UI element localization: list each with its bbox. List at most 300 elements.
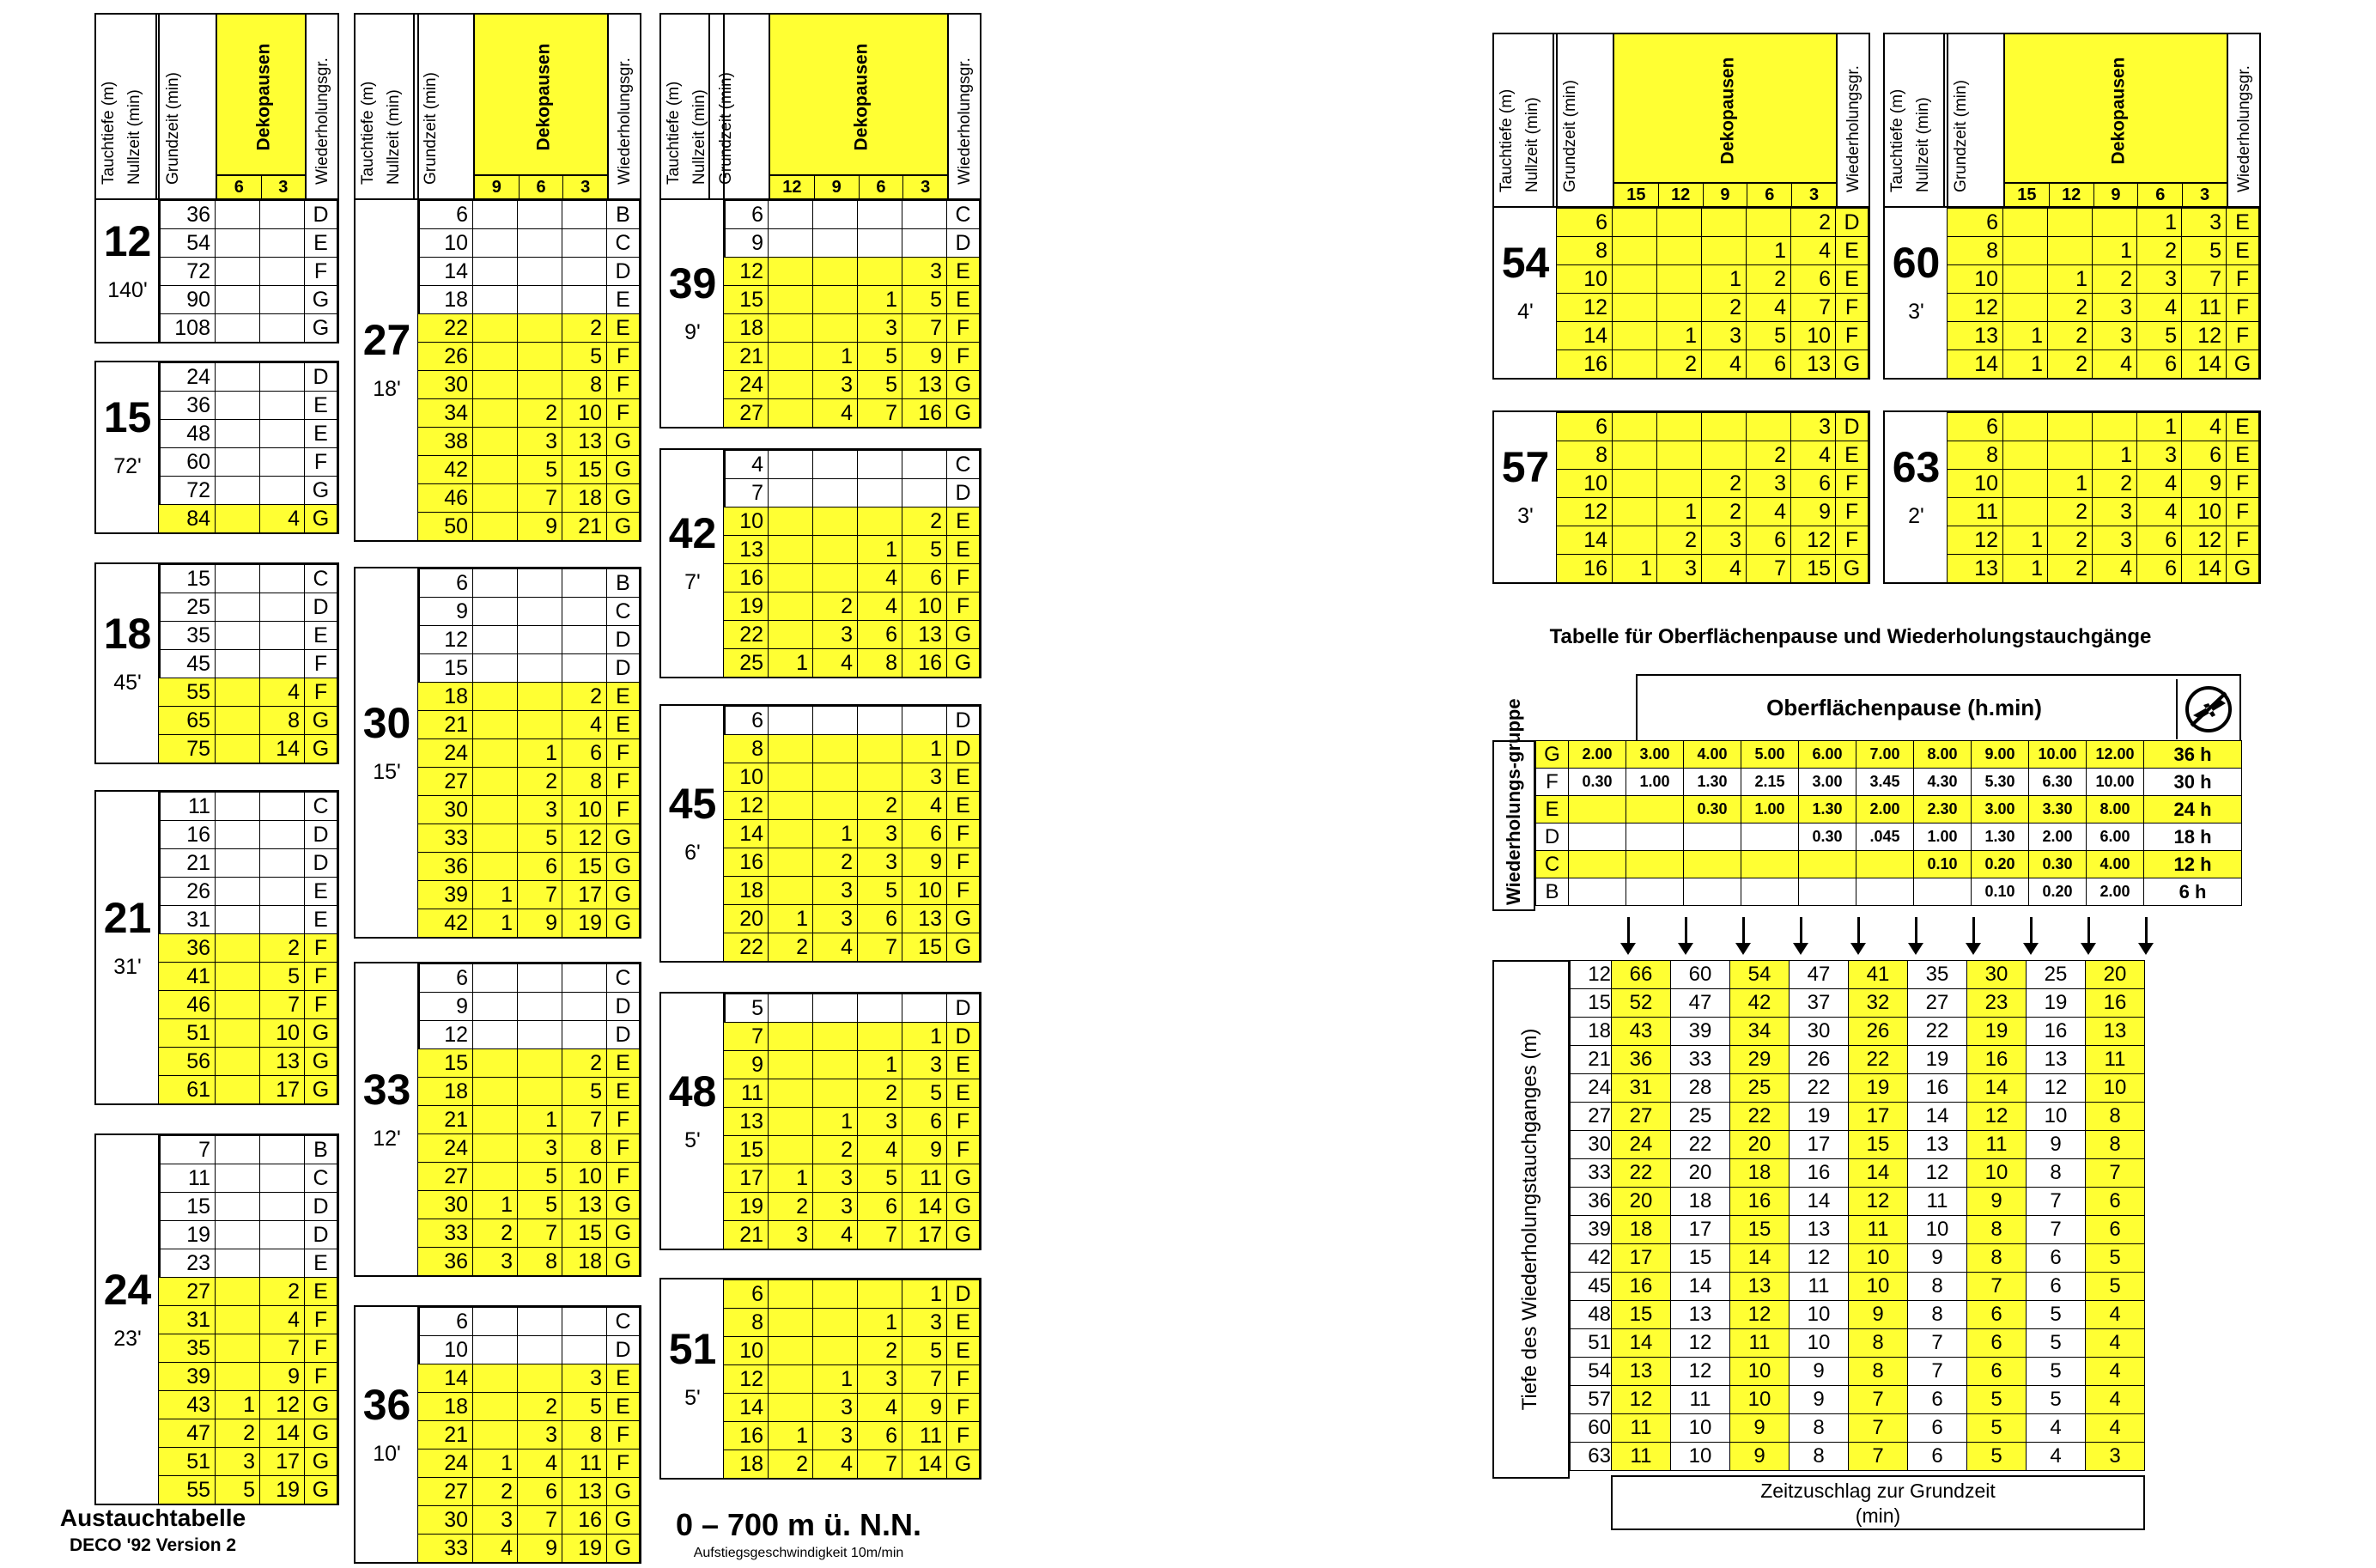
depth-label [96, 564, 161, 763]
stop-minutes [216, 286, 260, 314]
header-bottom: Grundzeit (min) [422, 72, 440, 185]
time-penalty: 22 [1790, 1074, 1849, 1103]
time-penalty: 12 [1849, 1188, 1908, 1216]
stop-minutes [216, 229, 260, 258]
table-row [418, 1393, 640, 1421]
bottom-time: 39 [159, 1363, 216, 1391]
stop-minutes: 3 [1791, 413, 1836, 441]
table-row [1571, 1188, 2145, 1216]
dive-rows [1947, 208, 2259, 379]
stop-minutes [562, 993, 607, 1021]
stop-minutes: 4 [813, 1450, 858, 1479]
time-penalty: 9 [1908, 1244, 1967, 1273]
table-header [94, 13, 339, 200]
repeat-group: F [947, 1422, 980, 1450]
stop-minutes [562, 258, 607, 286]
dive-block-51 [659, 1278, 981, 1480]
repeat-group: E [2227, 441, 2259, 470]
stop-minutes [769, 735, 813, 763]
table-row [159, 363, 337, 392]
nullzeit: 5' [684, 1385, 701, 1410]
bottom-time: 54 [159, 229, 216, 258]
bottom-time: 18 [418, 1078, 473, 1106]
dive-block-54 [1492, 206, 1870, 380]
repeat-group: F [1836, 322, 1869, 350]
stop-minutes [2003, 265, 2048, 294]
table-row [159, 707, 337, 735]
stop-minutes: 1 [2137, 209, 2182, 237]
bottom-time: 18 [418, 1393, 473, 1421]
interval-value: 1.30 [1799, 796, 1856, 824]
repeat-group: G [607, 1248, 640, 1276]
time-penalty: 19 [1967, 1018, 2027, 1046]
stop-minutes: 9 [902, 1394, 947, 1422]
interval-value: 2.00 [2087, 878, 2144, 906]
stop-minutes: 8 [562, 768, 607, 796]
table-row [159, 314, 337, 343]
time-penalty: 11 [1967, 1131, 2027, 1159]
repeat-group: G [607, 853, 640, 881]
stop-minutes: 7 [858, 1450, 902, 1479]
table-row [724, 201, 980, 229]
table-row [159, 849, 337, 878]
stop-minutes: 10 [562, 1163, 607, 1191]
stop-minutes: 6 [2137, 350, 2182, 379]
table-row [724, 792, 980, 820]
time-penalty: 4 [2086, 1329, 2145, 1358]
time-penalty: 16 [2027, 1018, 2086, 1046]
time-penalty: 13 [1730, 1273, 1790, 1301]
stop-minutes [260, 821, 305, 849]
stop-minutes: 6 [902, 564, 947, 593]
nullzeit: 45' [113, 670, 142, 695]
max-interval: 12 h [2144, 851, 2242, 878]
stop-minutes: 7 [902, 314, 947, 343]
down-arrow-icon [2030, 917, 2033, 950]
time-penalty: 16 [1967, 1046, 2027, 1074]
repeat-group: F [947, 343, 980, 371]
time-penalty: 5 [1967, 1414, 2027, 1443]
bottom-time: 12 [1557, 498, 1613, 526]
stop-minutes: 2 [1657, 526, 1702, 555]
stop-minutes: 2 [902, 507, 947, 536]
dive-block-30 [354, 567, 641, 939]
stop-minutes [902, 229, 947, 258]
header-group: Wiederholungsgr. [313, 58, 331, 185]
stop-minutes [473, 739, 518, 768]
interval-value [1684, 851, 1741, 878]
time-penalty: 9 [2027, 1131, 2086, 1159]
dive-depth: 21 [103, 893, 152, 942]
deco-header [1613, 34, 1838, 206]
repeat-group: G [305, 1419, 337, 1448]
interval-value: 0.30 [1799, 824, 1856, 851]
stop-minutes: 5 [902, 1079, 947, 1108]
stop-minutes [769, 877, 813, 905]
repeat-group: F [607, 796, 640, 824]
repeat-group: D [305, 593, 337, 622]
stop-minutes: 15 [562, 456, 607, 484]
bottom-time: 14 [1948, 350, 2003, 379]
table-row [724, 258, 980, 286]
repeat-group: G [607, 824, 640, 853]
stop-minutes [518, 683, 562, 711]
stop-minutes: 1 [2003, 555, 2048, 583]
time-penalty: 11 [1730, 1329, 1790, 1358]
table-row [1571, 1103, 2145, 1131]
stop-minutes: 3 [1702, 526, 1747, 555]
stop-minutes [518, 1336, 562, 1364]
stop-minutes [2048, 209, 2093, 237]
stop-minutes: 13 [562, 428, 607, 456]
interval-value [1799, 878, 1856, 906]
repeat-group: G [947, 399, 980, 428]
time-penalty: 6 [2086, 1188, 2145, 1216]
stop-minutes: 1 [858, 286, 902, 314]
repeat-group: F [1836, 470, 1869, 498]
surface-row [1536, 741, 2242, 769]
stop-minutes: 9 [902, 1136, 947, 1164]
bottom-time: 36 [418, 1248, 473, 1276]
repeat-depth: 54 [1571, 1358, 1612, 1386]
stop-minutes: 13 [260, 1048, 305, 1076]
stop-minutes [473, 1106, 518, 1134]
bottom-time: 56 [159, 1048, 216, 1076]
stop-depth: 6 [217, 176, 262, 198]
bottom-time: 30 [418, 371, 473, 399]
stop-minutes [769, 479, 813, 507]
repeat-group: G [305, 1391, 337, 1419]
time-penalty: 9 [1790, 1358, 1849, 1386]
stop-minutes: 1 [518, 1106, 562, 1134]
interval-value: .045 [1856, 824, 1914, 851]
time-penalty: 14 [1849, 1159, 1908, 1188]
time-penalty: 13 [2086, 1018, 2145, 1046]
dive-depth: 63 [1892, 443, 1941, 491]
time-penalty: 34 [1730, 1018, 1790, 1046]
bottom-time: 19 [724, 593, 769, 621]
interval-value [1626, 824, 1684, 851]
time-penalty: 24 [1612, 1131, 1671, 1159]
dive-depth: 12 [103, 216, 152, 265]
stop-minutes [518, 1364, 562, 1393]
depth-label [1494, 412, 1559, 582]
nullzeit: 4' [1517, 300, 1534, 324]
time-penalty: 5 [1967, 1386, 2027, 1414]
stop-minutes [769, 1136, 813, 1164]
stop-minutes [1657, 294, 1702, 322]
table-row [418, 824, 640, 853]
bottom-time: 31 [159, 906, 216, 934]
stop-minutes: 5 [518, 824, 562, 853]
stop-minutes: 3 [2182, 209, 2227, 237]
dive-block-18 [94, 562, 339, 764]
stop-minutes [1657, 209, 1702, 237]
interval-value: 1.00 [1626, 769, 1684, 796]
stop-minutes [260, 1193, 305, 1221]
no-flight-icon [2176, 679, 2238, 739]
nullzeit: 31' [113, 954, 142, 979]
repeat-depth: 60 [1571, 1414, 1612, 1443]
time-penalty: 8 [2027, 1159, 2086, 1188]
depth-label [96, 792, 161, 1103]
repeat-depth: 33 [1571, 1159, 1612, 1188]
stop-minutes: 7 [1747, 555, 1791, 583]
table-row [159, 1019, 337, 1048]
depth-label [1494, 208, 1559, 378]
repeat-group: G [305, 707, 337, 735]
bottom-time: 10 [418, 229, 473, 258]
time-penalty: 4 [2086, 1301, 2145, 1329]
time-penalty: 25 [1730, 1074, 1790, 1103]
stop-minutes: 9 [1791, 498, 1836, 526]
stop-minutes: 4 [813, 649, 858, 678]
table-row [1571, 1159, 2145, 1188]
bottom-time: 35 [159, 1334, 216, 1363]
repeat-group: E [305, 906, 337, 934]
table-row [1948, 413, 2259, 441]
stop-minutes: 1 [813, 343, 858, 371]
table-row [724, 933, 980, 962]
repeat-group: E [305, 622, 337, 650]
dive-rows [1947, 412, 2259, 583]
time-penalty: 10 [1849, 1244, 1908, 1273]
time-penalty: 14 [1908, 1103, 1967, 1131]
repeat-group: E [947, 792, 980, 820]
time-penalty: 8 [2086, 1103, 2145, 1131]
stop-minutes: 1 [769, 905, 813, 933]
repeat-group: B [305, 1136, 337, 1164]
repeat-group: C [1536, 851, 1569, 878]
repeat-group: F [2227, 294, 2259, 322]
table-row [418, 1478, 640, 1506]
stop-minutes: 13 [902, 371, 947, 399]
depth-label [355, 200, 420, 540]
table-row [1557, 209, 1869, 237]
dive-block-42 [659, 448, 981, 678]
time-penalty: 4 [2086, 1414, 2145, 1443]
stop-minutes: 2 [2048, 498, 2093, 526]
stop-minutes [518, 964, 562, 993]
table-row [1557, 265, 1869, 294]
stop-minutes [473, 513, 518, 541]
table-row [418, 964, 640, 993]
stop-minutes [769, 451, 813, 479]
table-row [1948, 555, 2259, 583]
stop-minutes: 3 [858, 1365, 902, 1394]
dive-rows [158, 564, 337, 763]
repeat-group: F [305, 1334, 337, 1363]
surface-interval-table [1535, 740, 2242, 906]
dive-depth: 33 [362, 1065, 411, 1114]
table-row [418, 598, 640, 626]
deco-header [216, 15, 307, 198]
bottom-time: 38 [418, 428, 473, 456]
stop-depth: 3 [1809, 185, 1820, 204]
table-version: DECO '92 Version 2 [69, 1535, 237, 1555]
stop-minutes: 4 [858, 1394, 902, 1422]
time-penalty: 17 [1671, 1216, 1730, 1244]
table-row [724, 1309, 980, 1337]
nullzeit: 72' [113, 454, 142, 478]
table-row [1571, 1244, 2145, 1273]
max-interval: 6 h [2144, 878, 2242, 906]
stop-minutes: 6 [858, 621, 902, 649]
interval-value: 0.30 [1569, 769, 1626, 796]
repeat-group: F [1836, 294, 1869, 322]
ascent-speed: Aufstiegsgeschwindigkeit 10m/min [693, 1546, 904, 1560]
bottom-time: 6 [418, 964, 473, 993]
stop-minutes: 8 [858, 649, 902, 678]
stop-minutes [518, 229, 562, 258]
stop-minutes: 5 [518, 456, 562, 484]
repeat-group: E [607, 683, 640, 711]
interval-value: 8.00 [2087, 796, 2144, 824]
table-row [418, 569, 640, 598]
repeat-group: F [305, 448, 337, 477]
stop-minutes: 1 [2003, 350, 2048, 379]
table-row [724, 1136, 980, 1164]
nullzeit: 3' [1517, 504, 1534, 528]
bottom-time: 14 [418, 1364, 473, 1393]
time-penalty: 12 [2027, 1074, 2086, 1103]
bottom-time: 14 [724, 1394, 769, 1422]
stop-minutes [858, 707, 902, 735]
time-penalty: 6 [1908, 1414, 1967, 1443]
stop-minutes [260, 392, 305, 420]
stop-minutes: 2 [1702, 294, 1747, 322]
table-row [418, 1134, 640, 1163]
time-penalty: 12 [1790, 1244, 1849, 1273]
stop-minutes: 7 [2182, 265, 2227, 294]
stop-minutes: 1 [858, 536, 902, 564]
dive-rows [723, 1279, 980, 1479]
stop-minutes [769, 399, 813, 428]
stop-minutes [813, 1023, 858, 1051]
stop-minutes [518, 598, 562, 626]
dive-depth: 45 [668, 779, 717, 828]
stop-minutes: 11 [2182, 294, 2227, 322]
dive-block-36 [354, 1305, 641, 1564]
repeat-group: G [607, 909, 640, 938]
depth-label [355, 1307, 420, 1562]
stop-minutes [1657, 265, 1702, 294]
stop-minutes [260, 1164, 305, 1193]
stop-minutes: 2 [813, 848, 858, 877]
stop-depth: 12 [1659, 184, 1704, 206]
nullzeit: 2' [1908, 504, 1924, 528]
time-penalty: 7 [1967, 1273, 2027, 1301]
table-row [724, 451, 980, 479]
stop-minutes: 5 [1747, 322, 1791, 350]
time-penalty: 31 [1612, 1074, 1671, 1103]
stop-minutes [473, 428, 518, 456]
time-penalty: 7 [1908, 1329, 1967, 1358]
surface-row [1536, 769, 2242, 796]
dive-depth: 15 [103, 393, 152, 441]
table-row [724, 1193, 980, 1221]
interval-value: 9.00 [1972, 741, 2029, 769]
stop-minutes [473, 993, 518, 1021]
repeat-group: E [607, 314, 640, 343]
stop-minutes [216, 1193, 260, 1221]
stop-minutes: 3 [1702, 322, 1747, 350]
bottom-time: 24 [418, 1134, 473, 1163]
dive-depth: 18 [103, 609, 152, 658]
stop-minutes [769, 1394, 813, 1422]
time-penalty: 9 [1849, 1301, 1908, 1329]
stop-minutes [1702, 413, 1747, 441]
bottom-time: 14 [418, 258, 473, 286]
bottom-time: 18 [724, 1450, 769, 1479]
stop-minutes [216, 1164, 260, 1193]
stop-minutes: 10 [902, 593, 947, 621]
stop-minutes [1613, 322, 1657, 350]
time-penalty: 6 [1967, 1301, 2027, 1329]
stop-minutes [813, 994, 858, 1023]
stop-depth: 9 [1704, 184, 1748, 206]
stop-minutes: 5 [562, 1393, 607, 1421]
stop-depth: 6 [2138, 184, 2183, 206]
table-row [159, 1419, 337, 1448]
stop-minutes [518, 343, 562, 371]
stop-minutes [769, 1051, 813, 1079]
repeat-group: G [607, 881, 640, 909]
repeat-group: E [947, 507, 980, 536]
stop-minutes [518, 1078, 562, 1106]
table-row [1948, 322, 2259, 350]
stop-minutes [769, 1108, 813, 1136]
header-nullzeit: Nullzeit (min) [125, 89, 143, 185]
repeat-group: E [607, 286, 640, 314]
stop-minutes: 4 [2093, 555, 2137, 583]
stop-minutes: 3 [902, 1309, 947, 1337]
stop-minutes: 2 [813, 1136, 858, 1164]
stop-minutes: 1 [518, 739, 562, 768]
surface-row [1536, 796, 2242, 824]
stop-minutes [1613, 294, 1657, 322]
table-row [159, 286, 337, 314]
time-penalty: 18 [1730, 1159, 1790, 1188]
time-penalty: 13 [2027, 1046, 2086, 1074]
time-penalty: 13 [1671, 1301, 1730, 1329]
stop-minutes [260, 363, 305, 392]
stop-minutes: 2 [813, 593, 858, 621]
bottom-time: 46 [418, 484, 473, 513]
bottom-time: 11 [159, 1164, 216, 1193]
bottom-time: 15 [159, 1193, 216, 1221]
interval-value [1799, 851, 1856, 878]
stop-minutes [260, 793, 305, 821]
repeat-group: G [947, 649, 980, 678]
table-row [159, 229, 337, 258]
interval-value: 5.30 [1972, 769, 2029, 796]
dive-depth: 48 [668, 1067, 717, 1115]
stop-minutes [473, 569, 518, 598]
header-depth: Tauchtiefe (m) [359, 81, 377, 185]
stop-minutes [2003, 413, 2048, 441]
time-penalty: 11 [2086, 1046, 2145, 1074]
interval-value: 3.00 [1799, 769, 1856, 796]
stop-minutes [216, 707, 260, 735]
repeat-group: G [947, 905, 980, 933]
bottom-time: 5 [724, 994, 769, 1023]
stop-minutes [813, 286, 858, 314]
bottom-time: 47 [159, 1419, 216, 1448]
table-row [418, 371, 640, 399]
table-row [159, 934, 337, 963]
table-row [724, 649, 980, 678]
